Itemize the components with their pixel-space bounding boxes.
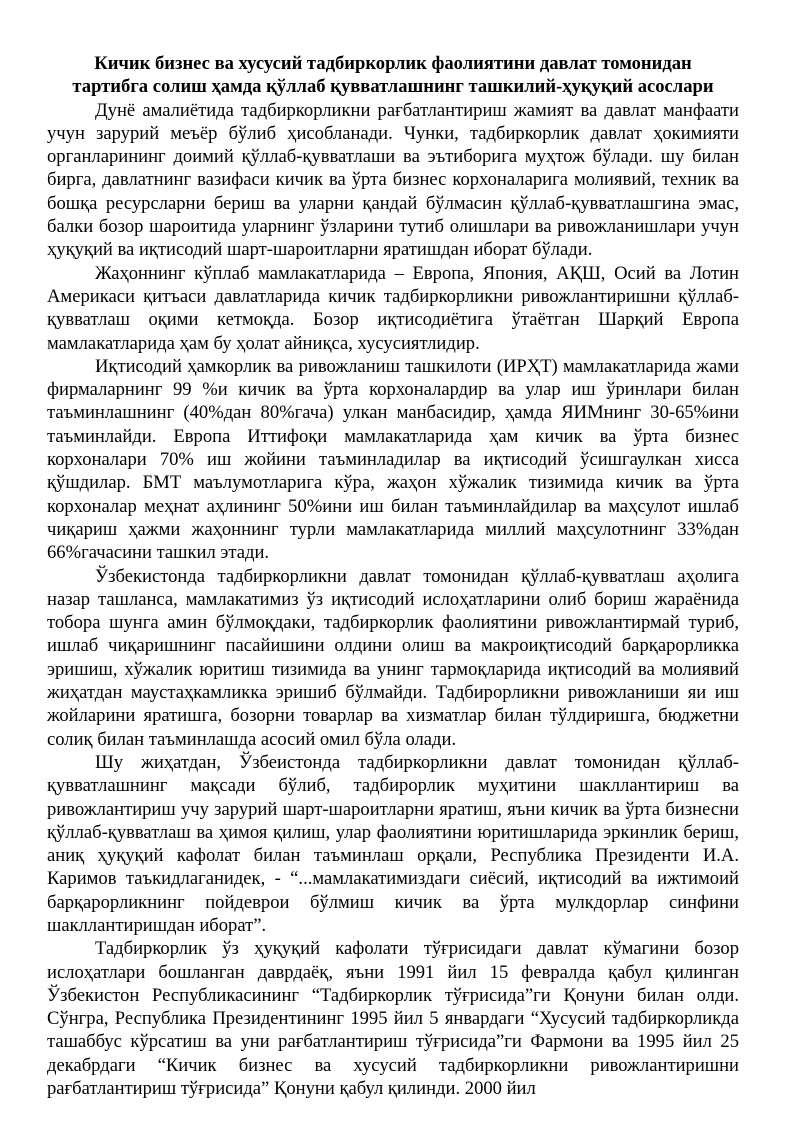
title-line-2: тартибга солиш ҳамда қўллаб қувватлашнинг ташкилий-ҳуқуқий асослари bbox=[72, 76, 714, 98]
paragraph-1: Дунё амалиётида тадбиркорликни рағбатлантириш жамият ва давлат манфаати учун зарурий меъёр бўлиб ҳисобланади. Чунки, тадбиркорлик давлат ҳокимияти органларининг доимий қўллаб-қувватлаши ва эътиборига муҳтож бўлади. шу билан бирга, давлатнинг вазифаси кичик ва ўрта бизнес корхоналарига молиявий, техник ва бошқа ресурсларни бериш ва уларни қандай бўлмасин қўллаб-қувватлашгина эмас, балки бозор шароитида уларнинг ўзларини тутиб олишлари ва ривожланишлари учун ҳуқуқий ва иқтисодий шарт-шароитларни яратишдан иборат бўлади. bbox=[47, 99, 739, 261]
document-page bbox=[47, 52, 739, 1100]
title-line-1: Кичик бизнес ва хусусий тадбиркорлик фаолиятини давлат томонидан bbox=[94, 53, 692, 74]
paragraph-6: Тадбиркорлик ўз ҳуқуқий кафолати тўғрисидаги давлат кўмагини бозор ислоҳатлари бошланган даврдаёқ, яъни 1991 йил 15 февралда қабул қилинган Ўзбекистон Республикасининг “Тадбиркорлик тўғрисида”ги Қонуни билан олди. Сўнгра, Республика Президентининг 1995 йил 5 январдаги “Хусусий тадбиркорликда ташаббус кўрсатиш ва уни рағбатлантириш тўғрисида”ги Фармони ва 1995 йил 25 декабрдаги “Кичик бизнес ва хусусий тадбиркорликни ривожлантиришни рағбатлантириш тўғрисида” Қонуни қабул қилинди. 2000 йил bbox=[47, 938, 739, 1100]
paragraph-4: Ўзбекистонда тадбиркорликни давлат томонидан қўллаб-қувватлаш аҳолига назар ташланса, мамлакатимиз ўз иқтисодий ислоҳатларини олиб бориш жараёнида тобора шунга амин бўлмоқдаки, тадбиркорлик фаолиятини ривожлантирмай туриб, ишлаб чиқаришнинг пасайишини олдини олиш ва макроиқтисодий барқарорликка эришиш, хўжалик юритиш тизимида ва унинг тармоқларида иқтисодий ва молиявий жиҳатдан маустаҳкамликка эришиб бўлмайди. Тадбирорликни ривожланиши яи иш жойларини яратишга, бозорни товарлар ва хизматлар билан тўлдиришга, бюджетни солиқ билан таъминлашда асосий омил бўла олади. bbox=[47, 565, 739, 750]
paragraph-5: Шу жиҳатдан, Ўзбеистонда тадбиркорликни давлат томонидан қўллаб-қувватлашнинг мақсади бўлиб, тадбирорлик муҳитини шакллантириш ва ривожлантириш учу зарурий шарт-шароитларни яратиш, яъни кичик ва ўрта бизнесни қўллаб-қувватлаш ва ҳимоя қилиш, улар фаолиятини юритишларида эркинлик бериш, аниқ ҳуқуқий кафолат билан таъминлаш орқали, Республика Президенти И.А. Каримов таъкидлаганидек, - “...мамлакатимиздаги сиёсий, иқтисодий ва ижтимоий барқарорликнинг пойдеврои бўлмиш кичик ва ўрта мулкдорлар синфини шакллантиришдан иборат”. bbox=[47, 751, 739, 936]
document-title bbox=[47, 52, 739, 99]
paragraph-3: Иқтисодий ҳамкорлик ва ривожланиш ташкилоти (ИРҲТ) мамлакатларида жами фирмаларнинг 99 %и кичик ва ўрта корхоналардир ва улар иш ўринлари билан таъминлашнинг (40%дан 80%гача) улкан манбасидир, ҳамда ЯИМнинг 30-65%ини таъминлайди. Европа Иттифоқи мамлакатларида ҳам кичик ва ўрта бизнес корхоналари 70% иш жойини таъминладилар ва иқтисодий ўсишгаулкан хисса қўшдилар. БМТ маълумотларига кўра, жаҳон хўжалик тизимида кичик ва ўрта корхоналар меҳнат аҳлининг 50%ини иш билан таъминлайдилар ва маҳсулот ишлаб чиқариш ҳажми жаҳоннинг турли мамлакатларида миллий маҳсулотнинг 33%дан 66%гачасини ташкил этади. bbox=[47, 355, 739, 564]
paragraph-2: Жаҳоннинг кўплаб мамлакатларида – Европа, Япония, АҚШ, Осий ва Лотин Америкаси қитъаси давлатларида кичик тадбиркорликни ривожлантиришни қўллаб-қувватлаш оқими кетмоқда. Бозор иқтисодиётига ўтаётган Шарқий Европа мамлакатларида ҳам бу ҳолат айниқса, хусусиятлидир. bbox=[47, 262, 739, 354]
